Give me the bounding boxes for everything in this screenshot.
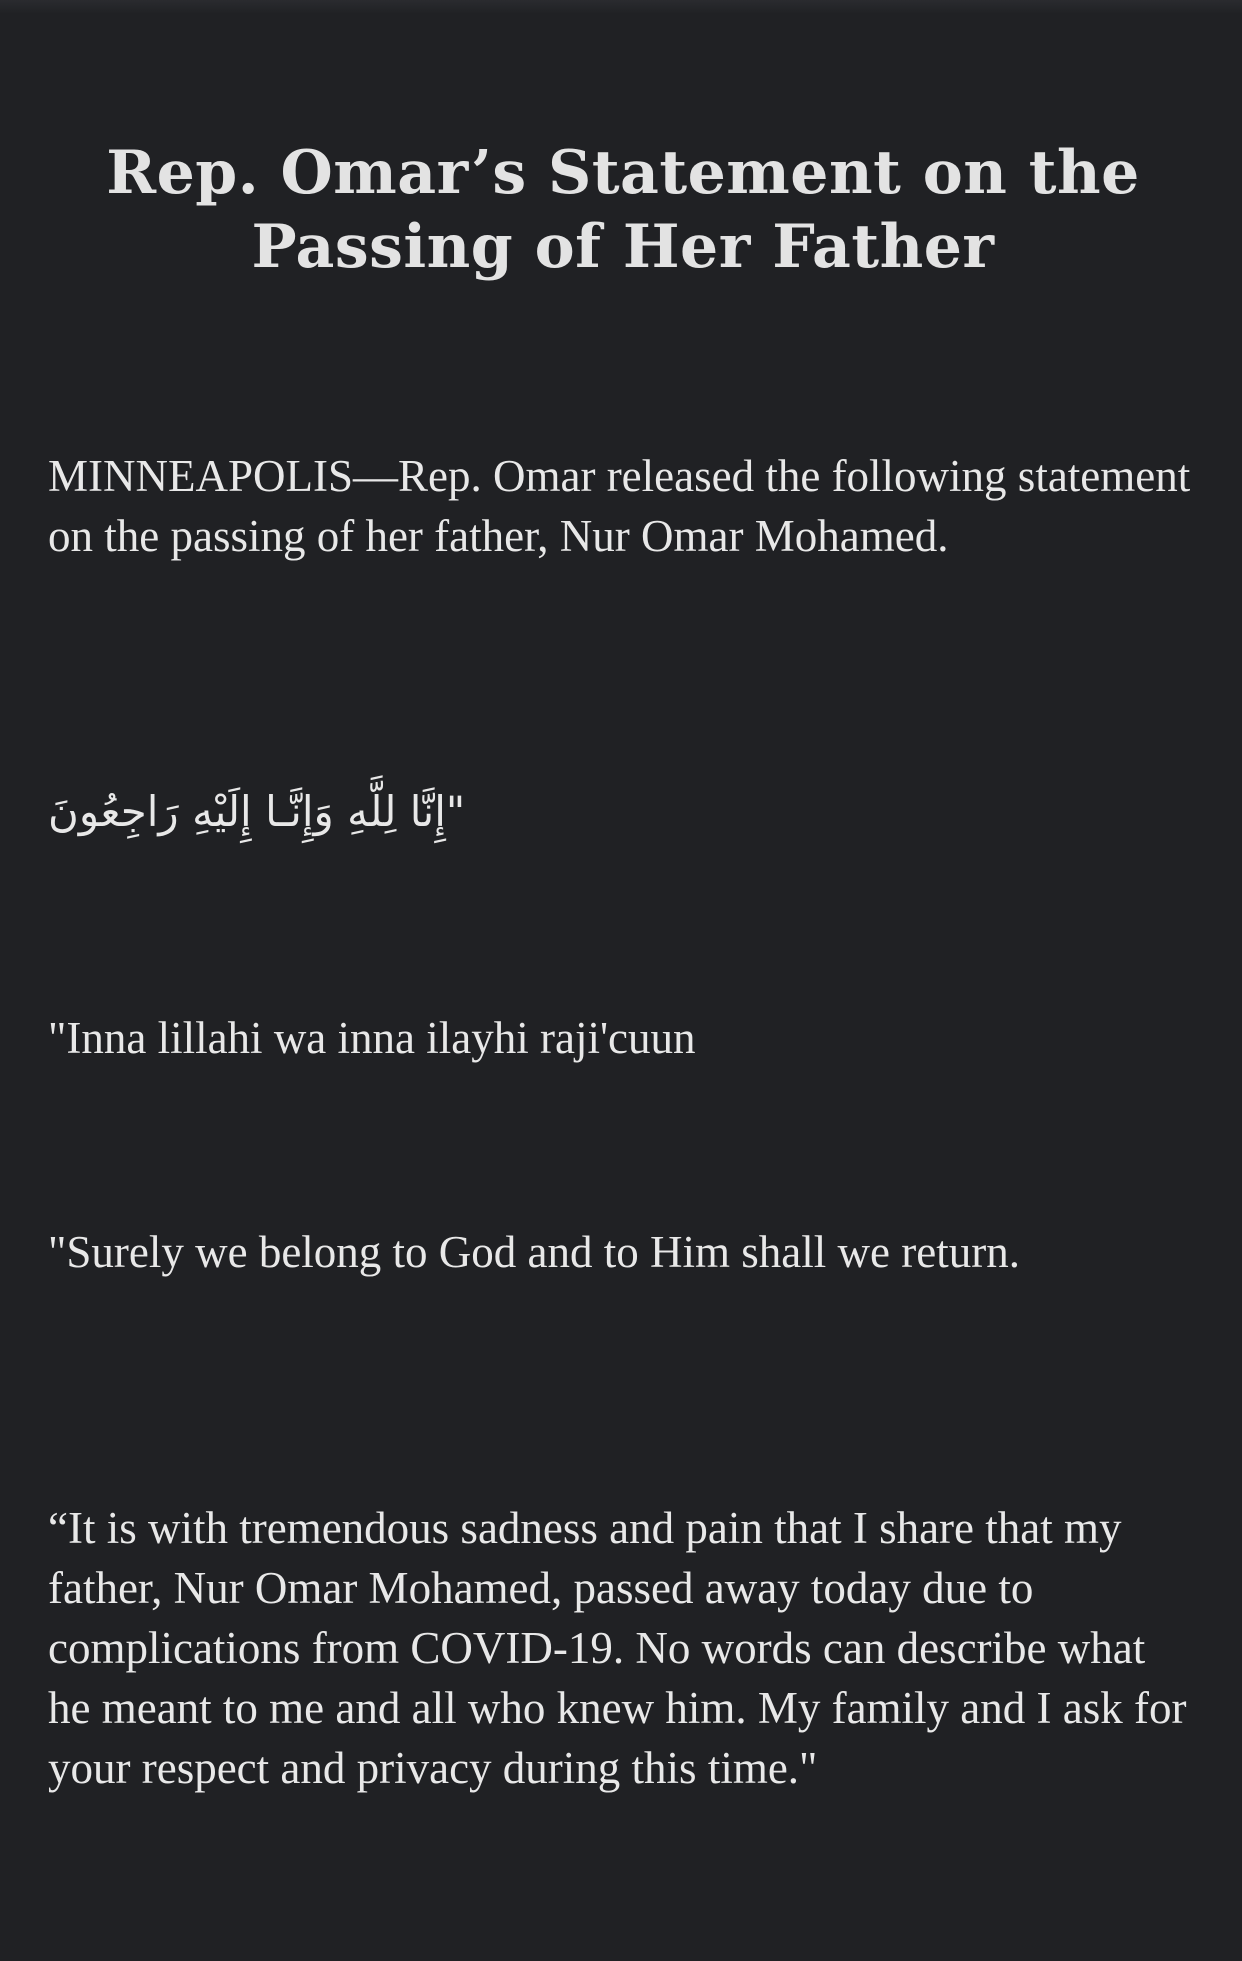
transliteration-paragraph: "Inna lillahi wa inna ilayhi raji'cuun xyxy=(48,1013,696,1063)
top-edge xyxy=(0,0,1242,14)
page-title: Rep. Omar’s Statement on the Passing of Her Father xyxy=(106,138,1140,282)
intro-paragraph: MINNEAPOLIS—Rep. Omar released the following statement on the passing of her father, Nur Omar Mohamed. xyxy=(48,451,1191,561)
arabic-quote-paragraph: "إِنَّا لِلَّهِ وَإِنَّـا إِلَيْهِ رَاجِعُونَ xyxy=(48,787,466,836)
translation-paragraph: "Surely we belong to God and to Him shall we return. xyxy=(48,1227,1020,1277)
statement-paragraph: “It is with tremendous sadness and pain that I share that my father, Nur Omar Mohamed, passed away today due to complications from COVID-19. No words can describe what he meant to me and all who knew him. My family and I ask for your respect and privacy during this time." xyxy=(48,1503,1187,1793)
